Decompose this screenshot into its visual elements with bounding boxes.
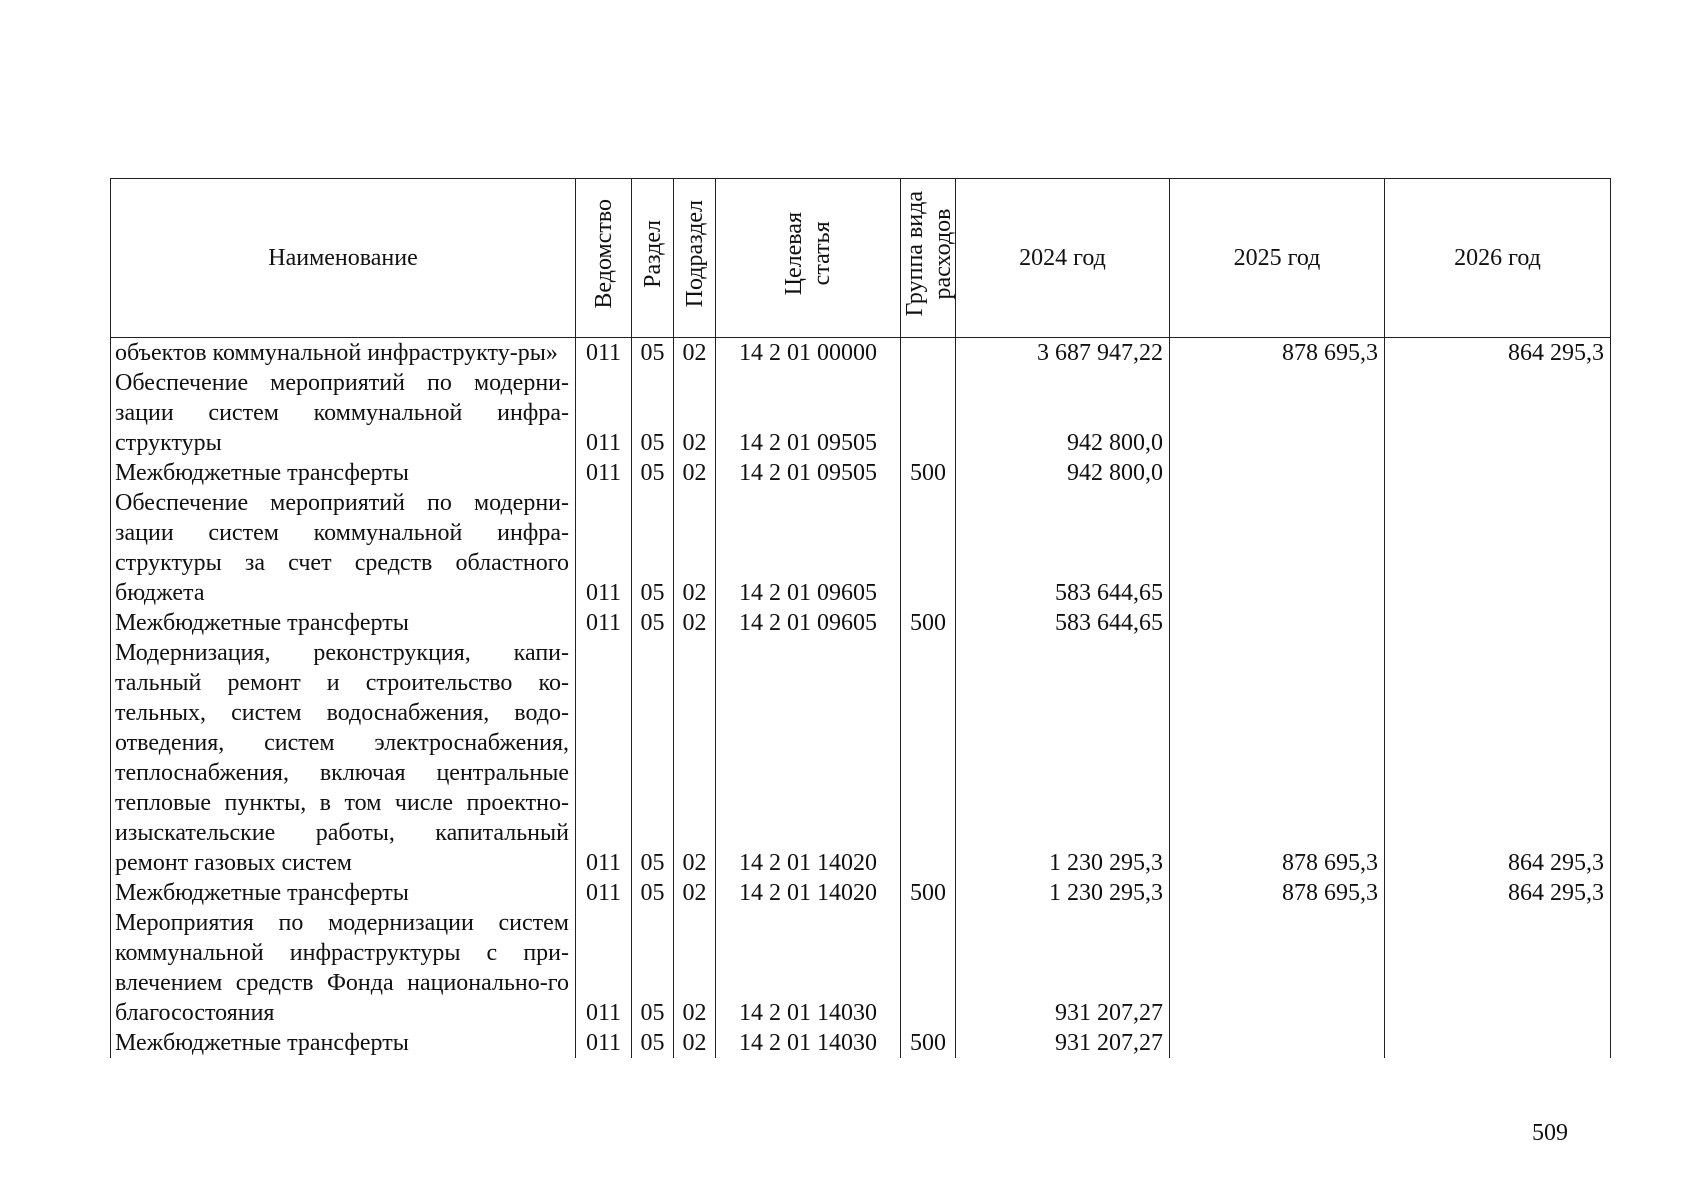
row-name: Межбюджетные трансферты: [111, 878, 576, 908]
row-podrazdel: 02: [674, 878, 716, 908]
row-year-2024: 1 230 295,3: [956, 878, 1170, 908]
row-podrazdel: 02: [674, 488, 716, 608]
row-expense-group: [901, 638, 956, 878]
row-razdel: 05: [632, 878, 674, 908]
row-razdel: 05: [632, 608, 674, 638]
row-podrazdel: 02: [674, 638, 716, 878]
row-year-2026: [1385, 608, 1611, 638]
header-year-2026: 2026 год: [1385, 179, 1611, 338]
header-name: Наименование: [111, 179, 576, 338]
row-year-2024: 3 687 947,22: [956, 338, 1170, 369]
row-name: Обеспечение мероприятий по модерни-зации систем коммунальной инфра-структуры: [111, 368, 576, 458]
row-year-2025: [1170, 1028, 1385, 1058]
row-razdel: 05: [632, 368, 674, 458]
row-year-2026: 864 295,3: [1385, 638, 1611, 878]
header-podrazdel: Подраздел: [674, 179, 716, 338]
budget-table-container: [110, 178, 1610, 1058]
row-name: Межбюджетные трансферты: [111, 458, 576, 488]
table-row: [111, 368, 1611, 458]
header-year-2024: 2024 год: [956, 179, 1170, 338]
row-year-2026: 864 295,3: [1385, 878, 1611, 908]
row-expense-group: 500: [901, 878, 956, 908]
row-year-2026: [1385, 368, 1611, 458]
row-year-2026: [1385, 488, 1611, 608]
row-year-2025: [1170, 608, 1385, 638]
row-vedomstvo: 011: [576, 488, 632, 608]
row-expense-group: [901, 338, 956, 369]
row-razdel: 05: [632, 488, 674, 608]
row-vedomstvo: 011: [576, 458, 632, 488]
row-vedomstvo: 011: [576, 608, 632, 638]
header-vedomstvo: Ведомство: [576, 179, 632, 338]
row-year-2026: 864 295,3: [1385, 338, 1611, 369]
row-podrazdel: 02: [674, 338, 716, 369]
row-target-article: 14 2 01 09605: [716, 608, 901, 638]
row-target-article: 14 2 01 09505: [716, 368, 901, 458]
row-razdel: 05: [632, 1028, 674, 1058]
row-expense-group: 500: [901, 608, 956, 638]
row-name: Модернизация, реконструкция, капи-тальный ремонт и строительство ко-тельных, систем водоснабжения, водо-отведения, систем электроснабжения, теплоснабжения, включая центральные тепловые пункты, в том числе проектно-изыскательские работы, капитальный ремонт газовых систем: [111, 638, 576, 878]
row-year-2024: 931 207,27: [956, 908, 1170, 1028]
row-year-2024: 583 644,65: [956, 488, 1170, 608]
table-row: [111, 908, 1611, 1028]
row-vedomstvo: 011: [576, 908, 632, 1028]
row-year-2026: [1385, 458, 1611, 488]
row-year-2025: [1170, 908, 1385, 1028]
row-razdel: 05: [632, 638, 674, 878]
row-target-article: 14 2 01 14020: [716, 878, 901, 908]
row-vedomstvo: 011: [576, 338, 632, 369]
table-row: [111, 1028, 1611, 1058]
row-year-2024: 942 800,0: [956, 368, 1170, 458]
row-vedomstvo: 011: [576, 878, 632, 908]
row-podrazdel: 02: [674, 1028, 716, 1058]
header-year-2025: 2025 год: [1170, 179, 1385, 338]
row-expense-group: [901, 488, 956, 608]
row-year-2025: [1170, 458, 1385, 488]
row-expense-group: 500: [901, 458, 956, 488]
row-podrazdel: 02: [674, 908, 716, 1028]
table-row: [111, 638, 1611, 878]
row-year-2025: [1170, 488, 1385, 608]
row-name: объектов коммунальной инфраструкту-ры»: [111, 338, 576, 369]
table-row: [111, 878, 1611, 908]
header-expense-group: Группа вида расходов: [901, 179, 956, 338]
row-target-article: 14 2 01 14030: [716, 1028, 901, 1058]
row-target-article: 14 2 01 14020: [716, 638, 901, 878]
row-name: Межбюджетные трансферты: [111, 608, 576, 638]
row-vedomstvo: 011: [576, 368, 632, 458]
row-year-2025: 878 695,3: [1170, 638, 1385, 878]
page-number: 509: [1532, 1120, 1568, 1146]
row-target-article: 14 2 01 09605: [716, 488, 901, 608]
table-header: [111, 179, 1611, 338]
row-razdel: 05: [632, 338, 674, 369]
header-target-article: Целевая статья: [716, 179, 901, 338]
row-year-2025: 878 695,3: [1170, 878, 1385, 908]
table-row: [111, 338, 1611, 369]
row-expense-group: [901, 908, 956, 1028]
row-year-2025: [1170, 368, 1385, 458]
row-target-article: 14 2 01 14030: [716, 908, 901, 1028]
table-row: [111, 458, 1611, 488]
row-year-2026: [1385, 908, 1611, 1028]
row-expense-group: 500: [901, 1028, 956, 1058]
row-expense-group: [901, 368, 956, 458]
row-vedomstvo: 011: [576, 638, 632, 878]
header-razdel: Раздел: [632, 179, 674, 338]
table-row: [111, 488, 1611, 608]
table-body: [111, 338, 1611, 1059]
table-row: [111, 608, 1611, 638]
row-year-2026: [1385, 1028, 1611, 1058]
row-year-2024: 942 800,0: [956, 458, 1170, 488]
row-razdel: 05: [632, 908, 674, 1028]
row-razdel: 05: [632, 458, 674, 488]
row-podrazdel: 02: [674, 368, 716, 458]
row-podrazdel: 02: [674, 608, 716, 638]
budget-table: [110, 178, 1611, 1058]
row-name: Мероприятия по модернизации систем коммунальной инфраструктуры с при-влечением средств Фонда национально-го благосостояния: [111, 908, 576, 1028]
row-name: Обеспечение мероприятий по модерни-зации систем коммунальной инфра-структуры за счет средств областного бюджета: [111, 488, 576, 608]
row-year-2024: 1 230 295,3: [956, 638, 1170, 878]
row-vedomstvo: 011: [576, 1028, 632, 1058]
row-podrazdel: 02: [674, 458, 716, 488]
row-target-article: 14 2 01 00000: [716, 338, 901, 369]
row-name: Межбюджетные трансферты: [111, 1028, 576, 1058]
row-year-2024: 931 207,27: [956, 1028, 1170, 1058]
row-target-article: 14 2 01 09505: [716, 458, 901, 488]
row-year-2024: 583 644,65: [956, 608, 1170, 638]
row-year-2025: 878 695,3: [1170, 338, 1385, 369]
